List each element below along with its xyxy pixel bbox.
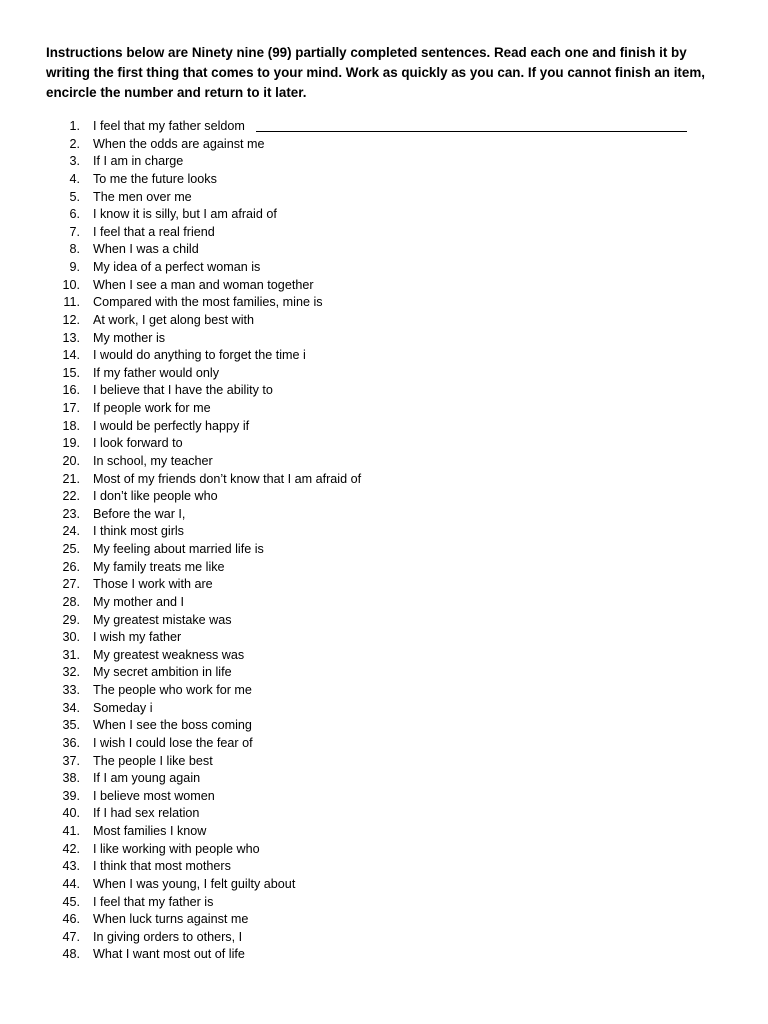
list-item bbox=[0, 471, 768, 489]
list-item bbox=[0, 488, 768, 506]
item-text: If my father would only bbox=[93, 365, 219, 380]
item-number: 4. bbox=[69, 171, 80, 186]
list-item bbox=[0, 735, 768, 753]
list-item bbox=[0, 118, 768, 136]
list-item bbox=[0, 911, 768, 929]
item-number: 38. bbox=[62, 771, 80, 786]
list-item bbox=[0, 312, 768, 330]
item-number: 20. bbox=[62, 453, 80, 468]
item-number: 15. bbox=[62, 365, 80, 380]
list-item bbox=[0, 876, 768, 894]
instructions-line: writing the first thing that comes to your mind. Work as quickly as you can. If you cannot finish an item, bbox=[46, 65, 705, 80]
item-text: My greatest mistake was bbox=[93, 612, 232, 627]
list-item bbox=[0, 418, 768, 436]
item-text: My mother and I bbox=[93, 594, 184, 609]
item-number: 47. bbox=[62, 929, 80, 944]
list-item bbox=[0, 788, 768, 806]
item-text: I believe most women bbox=[93, 788, 215, 803]
list-item bbox=[0, 136, 768, 154]
list-item bbox=[0, 612, 768, 630]
item-number: 7. bbox=[69, 224, 80, 239]
item-number: 13. bbox=[62, 330, 80, 345]
item-number: 16. bbox=[62, 383, 80, 398]
answer-blank-line bbox=[256, 131, 687, 132]
list-item bbox=[0, 435, 768, 453]
item-number: 35. bbox=[62, 718, 80, 733]
item-text: My feeling about married life is bbox=[93, 542, 264, 556]
item-number: 29. bbox=[62, 612, 80, 627]
item-number: 21. bbox=[62, 471, 80, 486]
item-text: When I was a child bbox=[93, 242, 199, 257]
item-text: I feel that my father is bbox=[93, 894, 214, 909]
list-item bbox=[0, 541, 768, 559]
list-item bbox=[0, 753, 768, 771]
list-item bbox=[0, 400, 768, 418]
list-item bbox=[0, 294, 768, 312]
item-text: At work, I get along best with bbox=[93, 312, 255, 327]
list-item bbox=[0, 347, 768, 365]
item-number: 26. bbox=[62, 559, 80, 574]
item-text: I feel that my father seldom bbox=[93, 119, 245, 133]
item-text: My secret ambition in life bbox=[93, 665, 232, 680]
item-number: 22. bbox=[62, 489, 80, 504]
item-text: Most of my friends don’t know that I am afraid of bbox=[93, 471, 362, 486]
item-number: 3. bbox=[69, 154, 80, 169]
item-number: 2. bbox=[69, 136, 80, 151]
list-item bbox=[0, 523, 768, 541]
item-number: 25. bbox=[62, 542, 80, 556]
item-number: 27. bbox=[62, 577, 80, 592]
list-item bbox=[0, 259, 768, 277]
list-item bbox=[0, 664, 768, 682]
item-text: When the odds are against me bbox=[93, 136, 265, 151]
list-item bbox=[0, 858, 768, 876]
item-text: My mother is bbox=[93, 330, 166, 345]
item-text: If I am in charge bbox=[93, 154, 184, 169]
item-text: When I see the boss coming bbox=[93, 718, 252, 733]
item-number: 17. bbox=[62, 401, 80, 415]
item-number: 32. bbox=[62, 665, 80, 680]
item-text: I know it is silly, but I am afraid of bbox=[93, 207, 277, 222]
item-number: 33. bbox=[62, 683, 80, 697]
list-item bbox=[0, 700, 768, 718]
list-item bbox=[0, 841, 768, 859]
item-text: I think that most mothers bbox=[93, 859, 231, 874]
item-number: 45. bbox=[62, 894, 80, 909]
list-item bbox=[0, 805, 768, 823]
item-number: 23. bbox=[62, 506, 80, 521]
item-text: I wish my father bbox=[93, 630, 182, 645]
item-number: 34. bbox=[62, 700, 80, 715]
item-text: Compared with the most families, mine is bbox=[93, 295, 323, 310]
list-item bbox=[0, 153, 768, 171]
list-item bbox=[0, 647, 768, 665]
item-number: 11. bbox=[63, 295, 80, 310]
item-number: 9. bbox=[69, 260, 80, 274]
list-item bbox=[0, 171, 768, 189]
item-text: The people I like best bbox=[93, 753, 213, 768]
list-item bbox=[0, 241, 768, 259]
item-text: In school, my teacher bbox=[93, 453, 213, 468]
item-number: 24. bbox=[62, 524, 80, 539]
item-number: 18. bbox=[62, 418, 80, 433]
item-number: 8. bbox=[69, 242, 80, 257]
list-item bbox=[0, 894, 768, 912]
item-number: 10. bbox=[62, 277, 80, 292]
item-text: I believe that I have the ability to bbox=[93, 383, 273, 398]
item-number: 12. bbox=[62, 312, 80, 327]
item-text: I don’t like people who bbox=[93, 489, 218, 504]
item-text: In giving orders to others, I bbox=[93, 929, 243, 944]
item-number: 5. bbox=[69, 189, 80, 204]
list-item bbox=[0, 559, 768, 577]
item-number: 36. bbox=[62, 735, 80, 750]
item-text: My family treats me like bbox=[93, 559, 225, 574]
item-text: I like working with people who bbox=[93, 841, 260, 856]
item-text: Before the war I, bbox=[93, 506, 186, 521]
item-text: I wish I could lose the fear of bbox=[93, 735, 253, 750]
item-text: I would do anything to forget the time i bbox=[93, 348, 306, 363]
item-text: Most families I know bbox=[93, 824, 207, 838]
instructions-line: encircle the number and return to it later. bbox=[46, 85, 307, 100]
item-text: When I was young, I felt guilty about bbox=[93, 876, 296, 891]
item-number: 40. bbox=[62, 806, 80, 821]
list-item bbox=[0, 946, 768, 964]
instructions-line: Instructions below are Ninety nine (99) partially completed sentences. Read each one and finish it by bbox=[46, 45, 687, 60]
item-number: 42. bbox=[62, 841, 80, 856]
item-text: If people work for me bbox=[93, 401, 211, 415]
item-number: 31. bbox=[62, 647, 80, 662]
item-text: I look forward to bbox=[93, 436, 183, 451]
item-text: I would be perfectly happy if bbox=[93, 418, 250, 433]
item-text: If I had sex relation bbox=[93, 806, 200, 821]
list-item bbox=[0, 365, 768, 383]
list-item bbox=[0, 506, 768, 524]
item-number: 43. bbox=[62, 859, 80, 874]
list-item bbox=[0, 576, 768, 594]
item-text: The people who work for me bbox=[93, 683, 252, 697]
list-item bbox=[0, 224, 768, 242]
item-text: I feel that a real friend bbox=[93, 224, 215, 239]
item-number: 28. bbox=[62, 594, 80, 609]
list-item bbox=[0, 770, 768, 788]
list-item bbox=[0, 929, 768, 947]
item-number: 30. bbox=[62, 630, 80, 645]
item-text: When luck turns against me bbox=[93, 912, 249, 927]
list-item bbox=[0, 717, 768, 735]
item-number: 48. bbox=[62, 947, 80, 962]
list-item bbox=[0, 594, 768, 612]
item-number: 6. bbox=[69, 207, 80, 222]
list-item bbox=[0, 682, 768, 700]
item-number: 46. bbox=[62, 912, 80, 927]
instructions-paragraph bbox=[46, 43, 736, 103]
list-item bbox=[0, 382, 768, 400]
item-number: 41. bbox=[62, 824, 80, 838]
list-item bbox=[0, 277, 768, 295]
item-text: I think most girls bbox=[93, 524, 184, 539]
list-item bbox=[0, 206, 768, 224]
item-number: 1. bbox=[69, 119, 80, 133]
item-text: Someday i bbox=[93, 700, 153, 715]
list-item bbox=[0, 330, 768, 348]
item-text: My idea of a perfect woman is bbox=[93, 260, 261, 274]
list-item bbox=[0, 629, 768, 647]
item-text: Those I work with are bbox=[93, 577, 213, 592]
list-item bbox=[0, 453, 768, 471]
item-text: What I want most out of life bbox=[93, 947, 245, 962]
item-text: When I see a man and woman together bbox=[93, 277, 314, 292]
list-item bbox=[0, 823, 768, 841]
item-text: If I am young again bbox=[93, 771, 201, 786]
item-text: To me the future looks bbox=[93, 171, 217, 186]
item-number: 19. bbox=[62, 436, 80, 451]
item-number: 44. bbox=[62, 876, 80, 891]
list-item bbox=[0, 189, 768, 207]
item-number: 14. bbox=[62, 348, 80, 363]
item-number: 39. bbox=[62, 788, 80, 803]
item-text: The men over me bbox=[93, 189, 192, 204]
item-number: 37. bbox=[62, 753, 80, 768]
sentence-list bbox=[0, 118, 768, 964]
item-text: My greatest weakness was bbox=[93, 647, 245, 662]
